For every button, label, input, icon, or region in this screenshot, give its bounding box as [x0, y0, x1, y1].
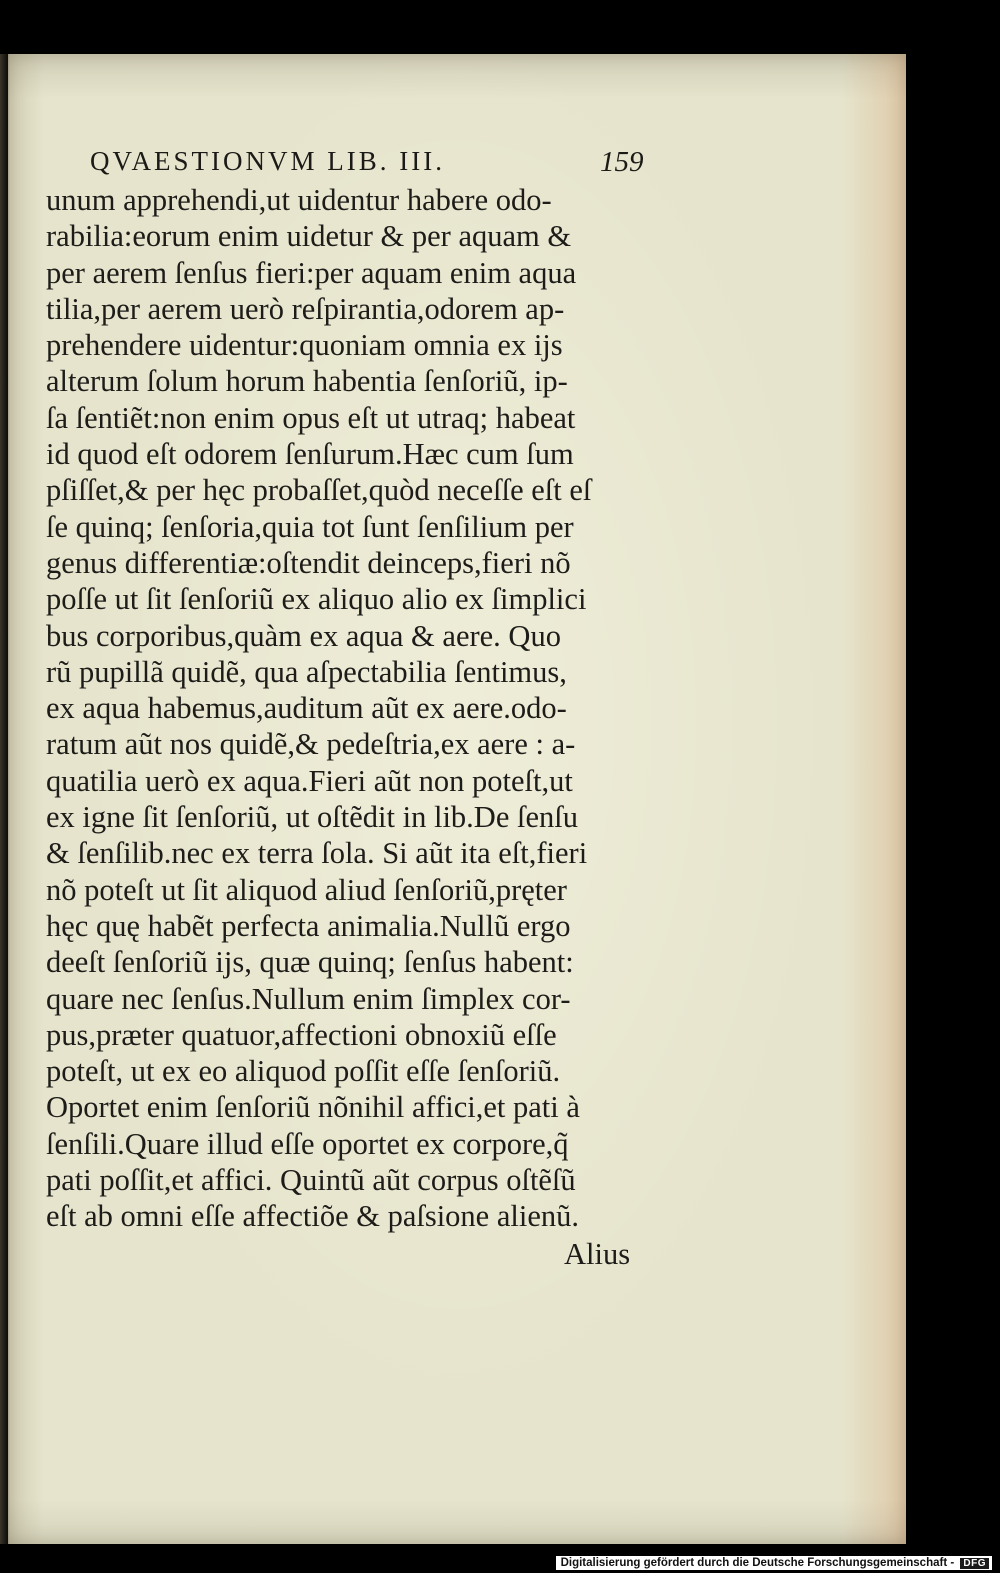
text-line: poteſt, ut ex eo aliquod poſſit eſſe ſenſoriũ.: [46, 1054, 561, 1089]
text-line: quatilia uerò ex aqua.Fieri aũt non poteſt,ut: [46, 763, 573, 798]
credit-text: Digitalisierung gefördert durch die Deutsche Forschungsgemeinschaft -: [560, 1557, 955, 1569]
text-line: hęc quę habẽt perfecta animalia.Nullũ ergo: [46, 908, 571, 943]
text-line: ſe quinq; ſenſoria,quia tot ſunt ſenſilium per: [46, 509, 574, 544]
text-line: alterum ſolum horum habentia ſenſoriũ, ip-: [46, 364, 568, 399]
text-line: ex aqua habemus,auditum aũt ex aere.odo-: [46, 691, 567, 726]
running-head: QVAESTIONVM LIB. III.: [90, 146, 445, 176]
text-line: tilia,per aerem uerò reſpirantia,odorem ap-: [46, 291, 565, 326]
text-line: rũ pupillã quidẽ, qua aſpectabilia ſentimus,: [46, 654, 567, 689]
dfg-logo: DFG: [960, 1558, 989, 1569]
text-line: pſiſſet,& per hęc probaſſet,quòd neceſſe eſt eſ: [46, 473, 592, 508]
text-line: pus,præter quatuor,affectioni obnoxiũ eſſe: [46, 1017, 557, 1052]
text-line: per aerem ſenſus fieri:per aquam enim aqua: [46, 255, 577, 290]
catchword: Alius: [564, 1237, 631, 1271]
text-line: nõ poteſt ut ſit aliquod aliud ſenſoriũ,pręter: [46, 872, 567, 907]
text-line: quare nec ſenſus.Nullum enim ſimplex cor-: [46, 981, 571, 1016]
text-line: poſſe ut ſit ſenſoriũ ex aliquo alio ex ſimplici: [46, 582, 587, 617]
text-line: id quod eſt odorem ſenſurum.Hæc cum ſum: [46, 437, 574, 472]
text-line: bus corporibus,quàm ex aqua & aere. Quo: [46, 618, 561, 653]
text-line: deeſt ſenſoriũ ijs, quæ quinq; ſenſus habent:: [46, 945, 574, 980]
body-text: [46, 182, 656, 1235]
text-line: & ſenſilib.nec ex terra ſola. Si aũt ita eſt,fieri: [46, 836, 588, 871]
text-line: ſa ſentiẽt:non enim opus eſt ut utraq; habeat: [46, 400, 576, 435]
text-line: unum apprehendi,ut uidentur habere odo-: [46, 183, 552, 217]
text-line: ex igne ſit ſenſoriũ, ut oſtẽdit in lib.De ſenſu: [46, 800, 578, 835]
text-line: prehendere uidentur:quoniam omnia ex ijs: [46, 328, 563, 363]
text-line: rabilia:eorum enim uidetur & per aquam &: [46, 219, 572, 254]
text-line: pati poſſit,et affici. Quintũ aũt corpus oſtẽſũ: [46, 1163, 576, 1198]
page-number: 159: [600, 146, 644, 178]
text-line: ratum aũt nos quidẽ,& pedeſtria,ex aere : a-: [46, 727, 576, 762]
text-line: genus differentiæ:oſtendit deinceps,fieri nõ: [46, 545, 571, 580]
spine-shadow: [0, 54, 10, 1544]
text-line: Oportet enim ſenſoriũ nõnihil affici,et pati à: [46, 1090, 580, 1125]
digitization-credit: [556, 1556, 992, 1570]
text-line: ſenſili.Quare illud eſſe oportet ex corpore,q̃: [46, 1126, 569, 1161]
text-line: eſt ab omni eſſe affectiõe & paſsione alienũ.: [46, 1199, 579, 1234]
